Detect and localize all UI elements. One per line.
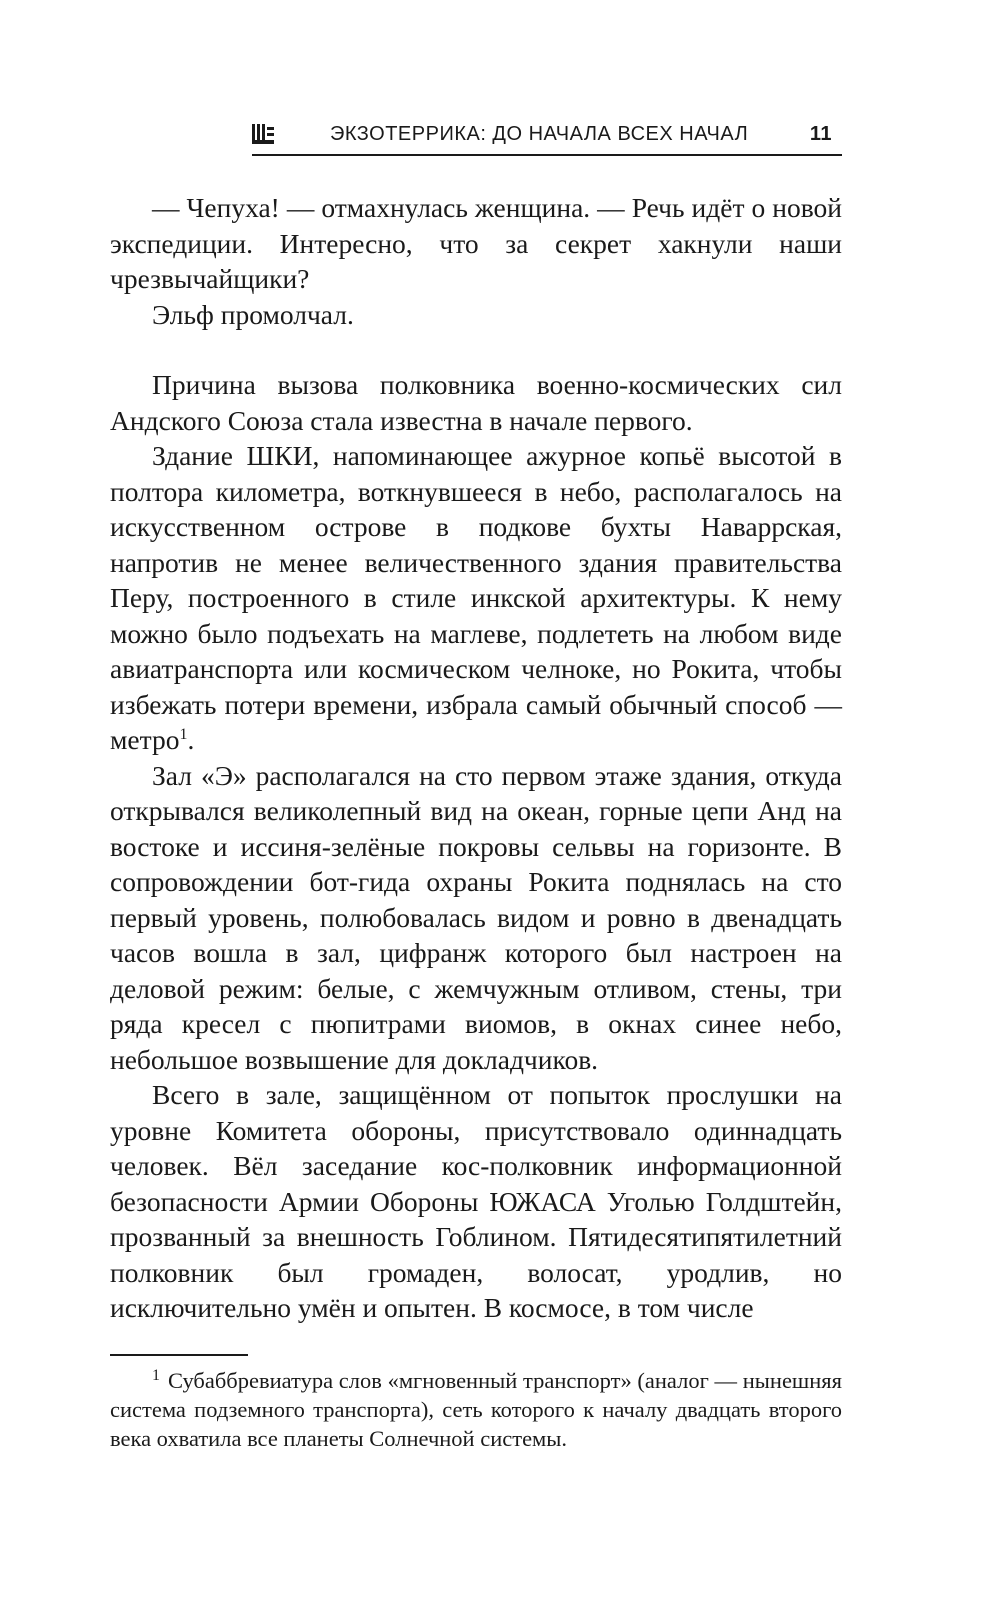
- page-number: 11: [809, 123, 832, 145]
- footnote-text: Субаббревиатура слов «мгновенный транспорт» (аналог — нынешняя система подземного транспорта), сеть которого к началу двадцать второго века охватила все планеты Солнечной системы.: [110, 1368, 842, 1451]
- main-text: [110, 190, 842, 1326]
- footnote-paragraph: [110, 1366, 842, 1453]
- paragraph: Эльф промолчал.: [152, 298, 354, 330]
- footnote-reference[interactable]: 1: [179, 725, 188, 743]
- paragraph: — Чепуха! — отмахнулась женщина. — Речь идёт о новой экспедиции. Интересно, что за секрет хакнули наши чрезвычайщики?: [110, 192, 842, 294]
- paragraph: Зал «Э» располагался на сто первом этаже здания, откуда открывался великолепный вид на океан, горные цепи Анд на востоке и иссиня-зелёные покровы сельвы на горизонте. В сопровождении бот-гида охраны Рокита поднялась на сто первый уровень, полюбовалась видом и ровно в двенадцать часов вошла в зал, цифранж которого был настроен на деловой режим: белые, с жемчужным отливом, стены, три ряда кресел с пюпитрами виомов, в окнах синее небо, небольшое возвышение для докладчиков.: [110, 759, 842, 1075]
- footnote: [110, 1366, 842, 1453]
- paragraph: Причина вызова полковника военно-космических сил Андского Союза стала известна в начале первого.: [110, 369, 842, 436]
- running-header: [252, 120, 842, 156]
- paragraph-end: .: [187, 724, 195, 755]
- paragraph: Всего в зале, защищённом от попыток прослушки на уровне Комитета обороны, присутствовало одиннадцать человек. Вёл заседание кос-полковник информационной безопасности Армии Обороны ЮЖАСА Уголью Голдштейн, прозванный за внешность Гоблином. Пятидесятипятилетний полковник был громаден, волосат, уродлив, но исключительно умён и опытен. В космосе, в том числе: [110, 1079, 842, 1323]
- paragraph: [110, 438, 842, 758]
- paragraph-text: Здание ШКИ, напоминающее ажурное копьё высотой в полтора километра, воткнувшееся в небо, располагалось на искусственном острове в подкове бухты Наваррская, напротив не менее величественного здания правительства Перу, построенного в стиле инкской архитектуры. К нему можно было подъехать на маглеве, подлететь на любом виде авиатранспорта или космическом челноке, но Рокита, чтобы избежать потери времени, избрала самый обычный способ — метро: [110, 440, 842, 755]
- running-title: ЭКЗОТЕРРИКА: ДО НАЧАЛА ВСЕХ НАЧАЛ: [330, 123, 749, 145]
- footnote-divider: [110, 1354, 248, 1356]
- footnote-mark: 1: [152, 1366, 160, 1384]
- publisher-logo-icon: [252, 124, 274, 144]
